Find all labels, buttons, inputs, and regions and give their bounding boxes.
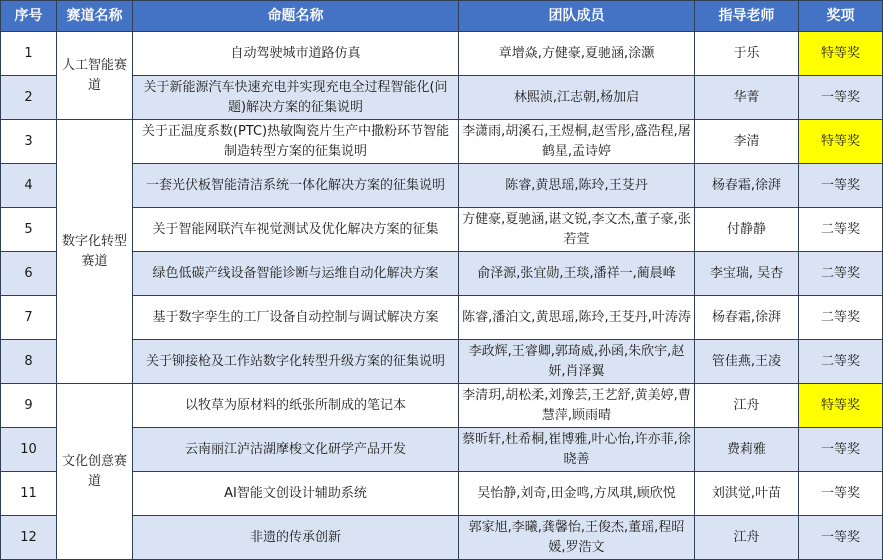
row-index: 7: [1, 296, 57, 340]
row-advisor: 李清: [695, 120, 799, 164]
row-title: AI智能文创设计辅助系统: [133, 472, 459, 516]
table-row: [1, 164, 883, 208]
row-index: 3: [1, 120, 57, 164]
row-members: 方健豪,夏驰涵,谌文锐,李文杰,董子豪,张若萱: [459, 208, 695, 252]
row-title: 关于铆接枪及工作站数字化转型升级方案的征集说明: [133, 340, 459, 384]
table-row: [1, 516, 883, 560]
row-award: 二等奖: [799, 340, 883, 384]
row-advisor: 付静静: [695, 208, 799, 252]
track-cell-culture: 文化创意赛道: [57, 384, 133, 560]
row-title: 云南丽江泸沽湖摩梭文化研学产品开发: [133, 428, 459, 472]
row-members: 李清玥,胡松柔,刘豫芸,王艺舒,黄美婷,曹慧萍,顾雨晴: [459, 384, 695, 428]
row-index: 12: [1, 516, 57, 560]
row-award: 二等奖: [799, 252, 883, 296]
table-row: [1, 472, 883, 516]
row-members: 李政辉,王睿卿,郭琦威,孙函,朱欣宇,赵妍,肖泽翼: [459, 340, 695, 384]
row-advisor: 管佳燕,王凌: [695, 340, 799, 384]
row-members: 林熙浈,江志朝,杨加启: [459, 76, 695, 120]
row-award: 二等奖: [799, 296, 883, 340]
row-index: 8: [1, 340, 57, 384]
row-title: 关于正温度系数(PTC)热敏陶瓷片生产中撒粉环节智能制造转型方案的征集说明: [133, 120, 459, 164]
row-members: 陈睿,潘泊文,黄思瑶,陈玲,王芟丹,叶涛涛: [459, 296, 695, 340]
row-advisor: 江舟: [695, 384, 799, 428]
table-row: [1, 120, 883, 164]
header-members: 团队成员: [459, 1, 695, 32]
row-title: 关于智能网联汽车视觉测试及优化解决方案的征集: [133, 208, 459, 252]
row-award: 一等奖: [799, 76, 883, 120]
row-title: 非遗的传承创新: [133, 516, 459, 560]
table-row: [1, 384, 883, 428]
header-title: 命题名称: [133, 1, 459, 32]
header-award: 奖项: [799, 1, 883, 32]
row-title: 基于数字孪生的工厂设备自动控制与调试解决方案: [133, 296, 459, 340]
row-award: 一等奖: [799, 516, 883, 560]
row-title: 一套光伏板智能清洁系统一体化解决方案的征集说明: [133, 164, 459, 208]
row-index: 5: [1, 208, 57, 252]
row-index: 1: [1, 32, 57, 76]
row-award: 一等奖: [799, 164, 883, 208]
row-members: 章增焱,方健豪,夏驰涵,涂灏: [459, 32, 695, 76]
header-track: 赛道名称: [57, 1, 133, 32]
row-title: 自动驾驶城市道路仿真: [133, 32, 459, 76]
row-advisor: 杨春霜,徐湃: [695, 164, 799, 208]
row-index: 6: [1, 252, 57, 296]
table-row: [1, 208, 883, 252]
row-title: 关于新能源汽车快速充电并实现充电全过程智能化(问题)解决方案的征集说明: [133, 76, 459, 120]
row-advisor: 江舟: [695, 516, 799, 560]
row-advisor: 杨春霜,徐湃: [695, 296, 799, 340]
header-row: [1, 1, 883, 32]
header-index: 序号: [1, 1, 57, 32]
track-cell-digital: 数字化转型赛道: [57, 120, 133, 384]
row-index: 2: [1, 76, 57, 120]
table-row: [1, 32, 883, 76]
row-members: 陈睿,黄思瑶,陈玲,王芟丹: [459, 164, 695, 208]
header-advisor: 指导老师: [695, 1, 799, 32]
row-award: 一等奖: [799, 472, 883, 516]
row-index: 10: [1, 428, 57, 472]
row-members: 蔡昕轩,杜希桐,崔博雅,叶心怡,许亦菲,徐晓善: [459, 428, 695, 472]
row-award: 特等奖: [799, 120, 883, 164]
row-title: 以牧草为原材料的纸张所制成的笔记本: [133, 384, 459, 428]
row-advisor: 李宝瑞, 吴杏: [695, 252, 799, 296]
table-row: [1, 76, 883, 120]
row-title: 绿色低碳产线设备智能诊断与运维自动化解决方案: [133, 252, 459, 296]
row-members: 郭家旭,李曦,龚馨怡,王俊杰,董瑶,程昭媛,罗浩文: [459, 516, 695, 560]
row-award: 一等奖: [799, 428, 883, 472]
table-row: [1, 428, 883, 472]
row-advisor: 费莉雅: [695, 428, 799, 472]
table-row: [1, 252, 883, 296]
row-index: 9: [1, 384, 57, 428]
track-cell-ai: 人工智能赛道: [57, 32, 133, 120]
table-row: [1, 296, 883, 340]
row-award: 特等奖: [799, 32, 883, 76]
row-members: 吴怡静,刘奇,田金鸣,方凤琪,顾欣悦: [459, 472, 695, 516]
row-members: 俞泽源,张宜勋,王琰,潘祥一,蔺晨峰: [459, 252, 695, 296]
row-advisor: 于乐: [695, 32, 799, 76]
row-members: 李潇雨,胡溪石,王煜桐,赵雪彤,盛浩程,屠鹤星,孟诗婷: [459, 120, 695, 164]
row-award: 二等奖: [799, 208, 883, 252]
row-index: 11: [1, 472, 57, 516]
row-advisor: 刘淇觉,叶苗: [695, 472, 799, 516]
row-award: 特等奖: [799, 384, 883, 428]
table-row: [1, 340, 883, 384]
row-advisor: 华菁: [695, 76, 799, 120]
row-index: 4: [1, 164, 57, 208]
